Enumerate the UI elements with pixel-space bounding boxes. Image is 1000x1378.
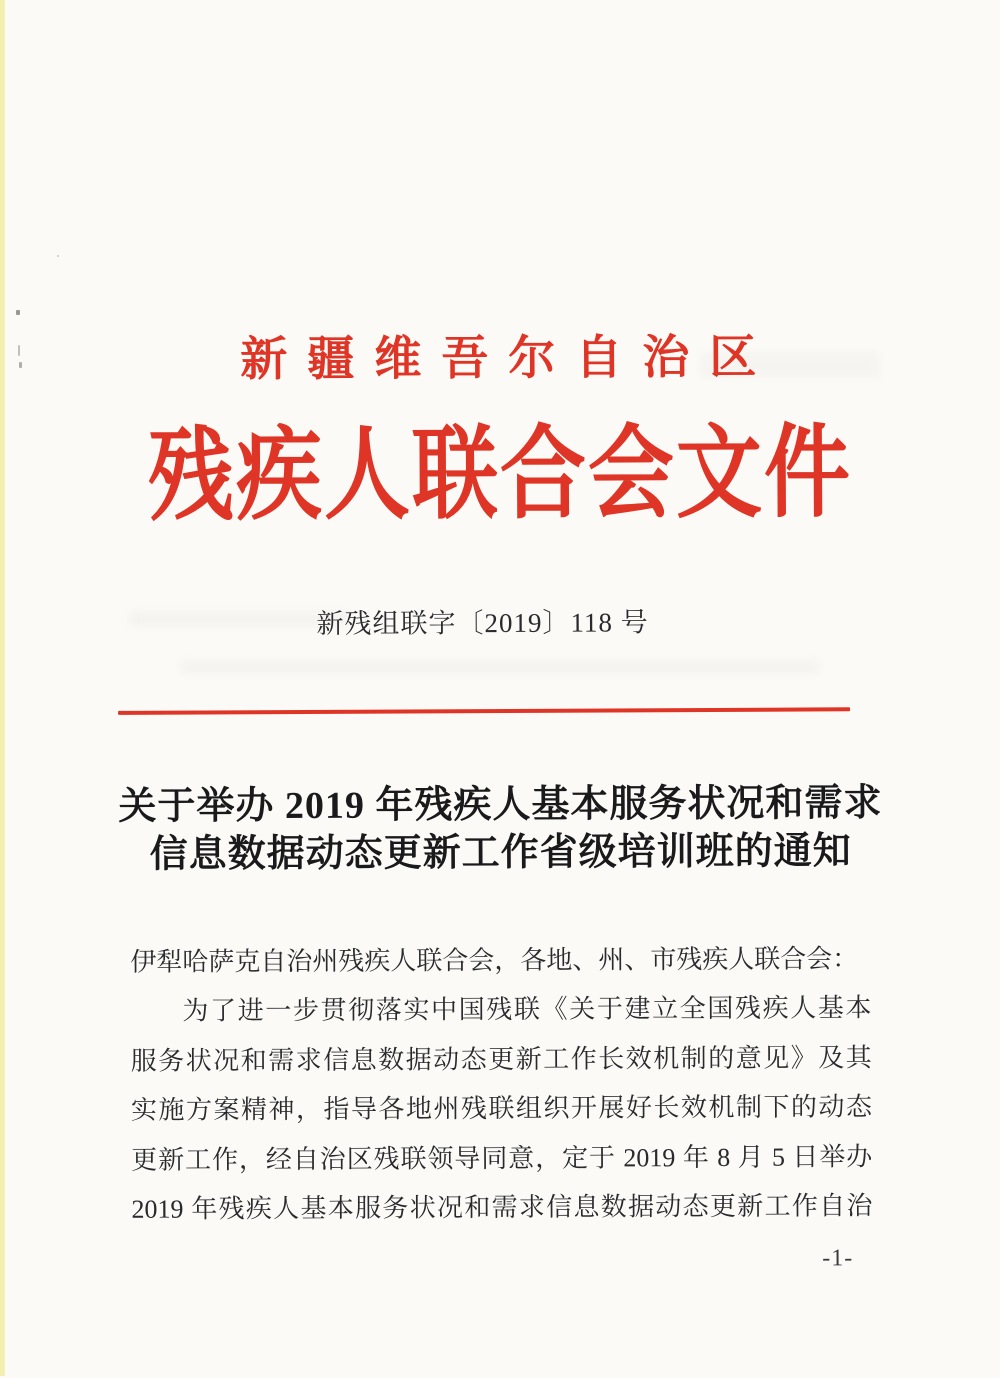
- document-title-line-2: 信息数据动态更新工作省级培训班的通知: [149, 830, 852, 876]
- salutation-line: 伊犁哈萨克自治州残疾人联合会，各地、州、市残疾人联合会：: [130, 944, 859, 977]
- page-number: -1-: [822, 1245, 854, 1272]
- letterhead-region-line: 新疆维吾尔自治区: [240, 331, 777, 387]
- red-divider-rule: [118, 707, 850, 715]
- document-body: [130, 934, 872, 1234]
- document-title-line-1: 关于举办 2019 年残疾人基本服务状况和需求: [118, 782, 883, 828]
- document-reference-number: 新残组联字〔2019〕118 号: [316, 607, 649, 639]
- body-text-line: 实施方案精神，指导各地州残联组织开展好长效机制下的动态: [130, 1092, 873, 1125]
- body-text-line: 为了进一步贯彻落实中国残联《关于建立全国残疾人基本: [182, 993, 872, 1026]
- body-text-line: 更新工作，经自治区残联领导同意，定于 2019 年 8 月 5 日举办: [131, 1141, 873, 1175]
- body-text-line: 服务状况和需求信息数据动态更新工作长效机制的意见》及其: [130, 1042, 872, 1076]
- letterhead-organization-line: 残疾人联合会文件: [147, 416, 853, 534]
- body-text-line: 2019 年残疾人基本服务状况和需求信息数据动态更新工作自治: [131, 1191, 873, 1224]
- document-title: [0, 779, 1000, 880]
